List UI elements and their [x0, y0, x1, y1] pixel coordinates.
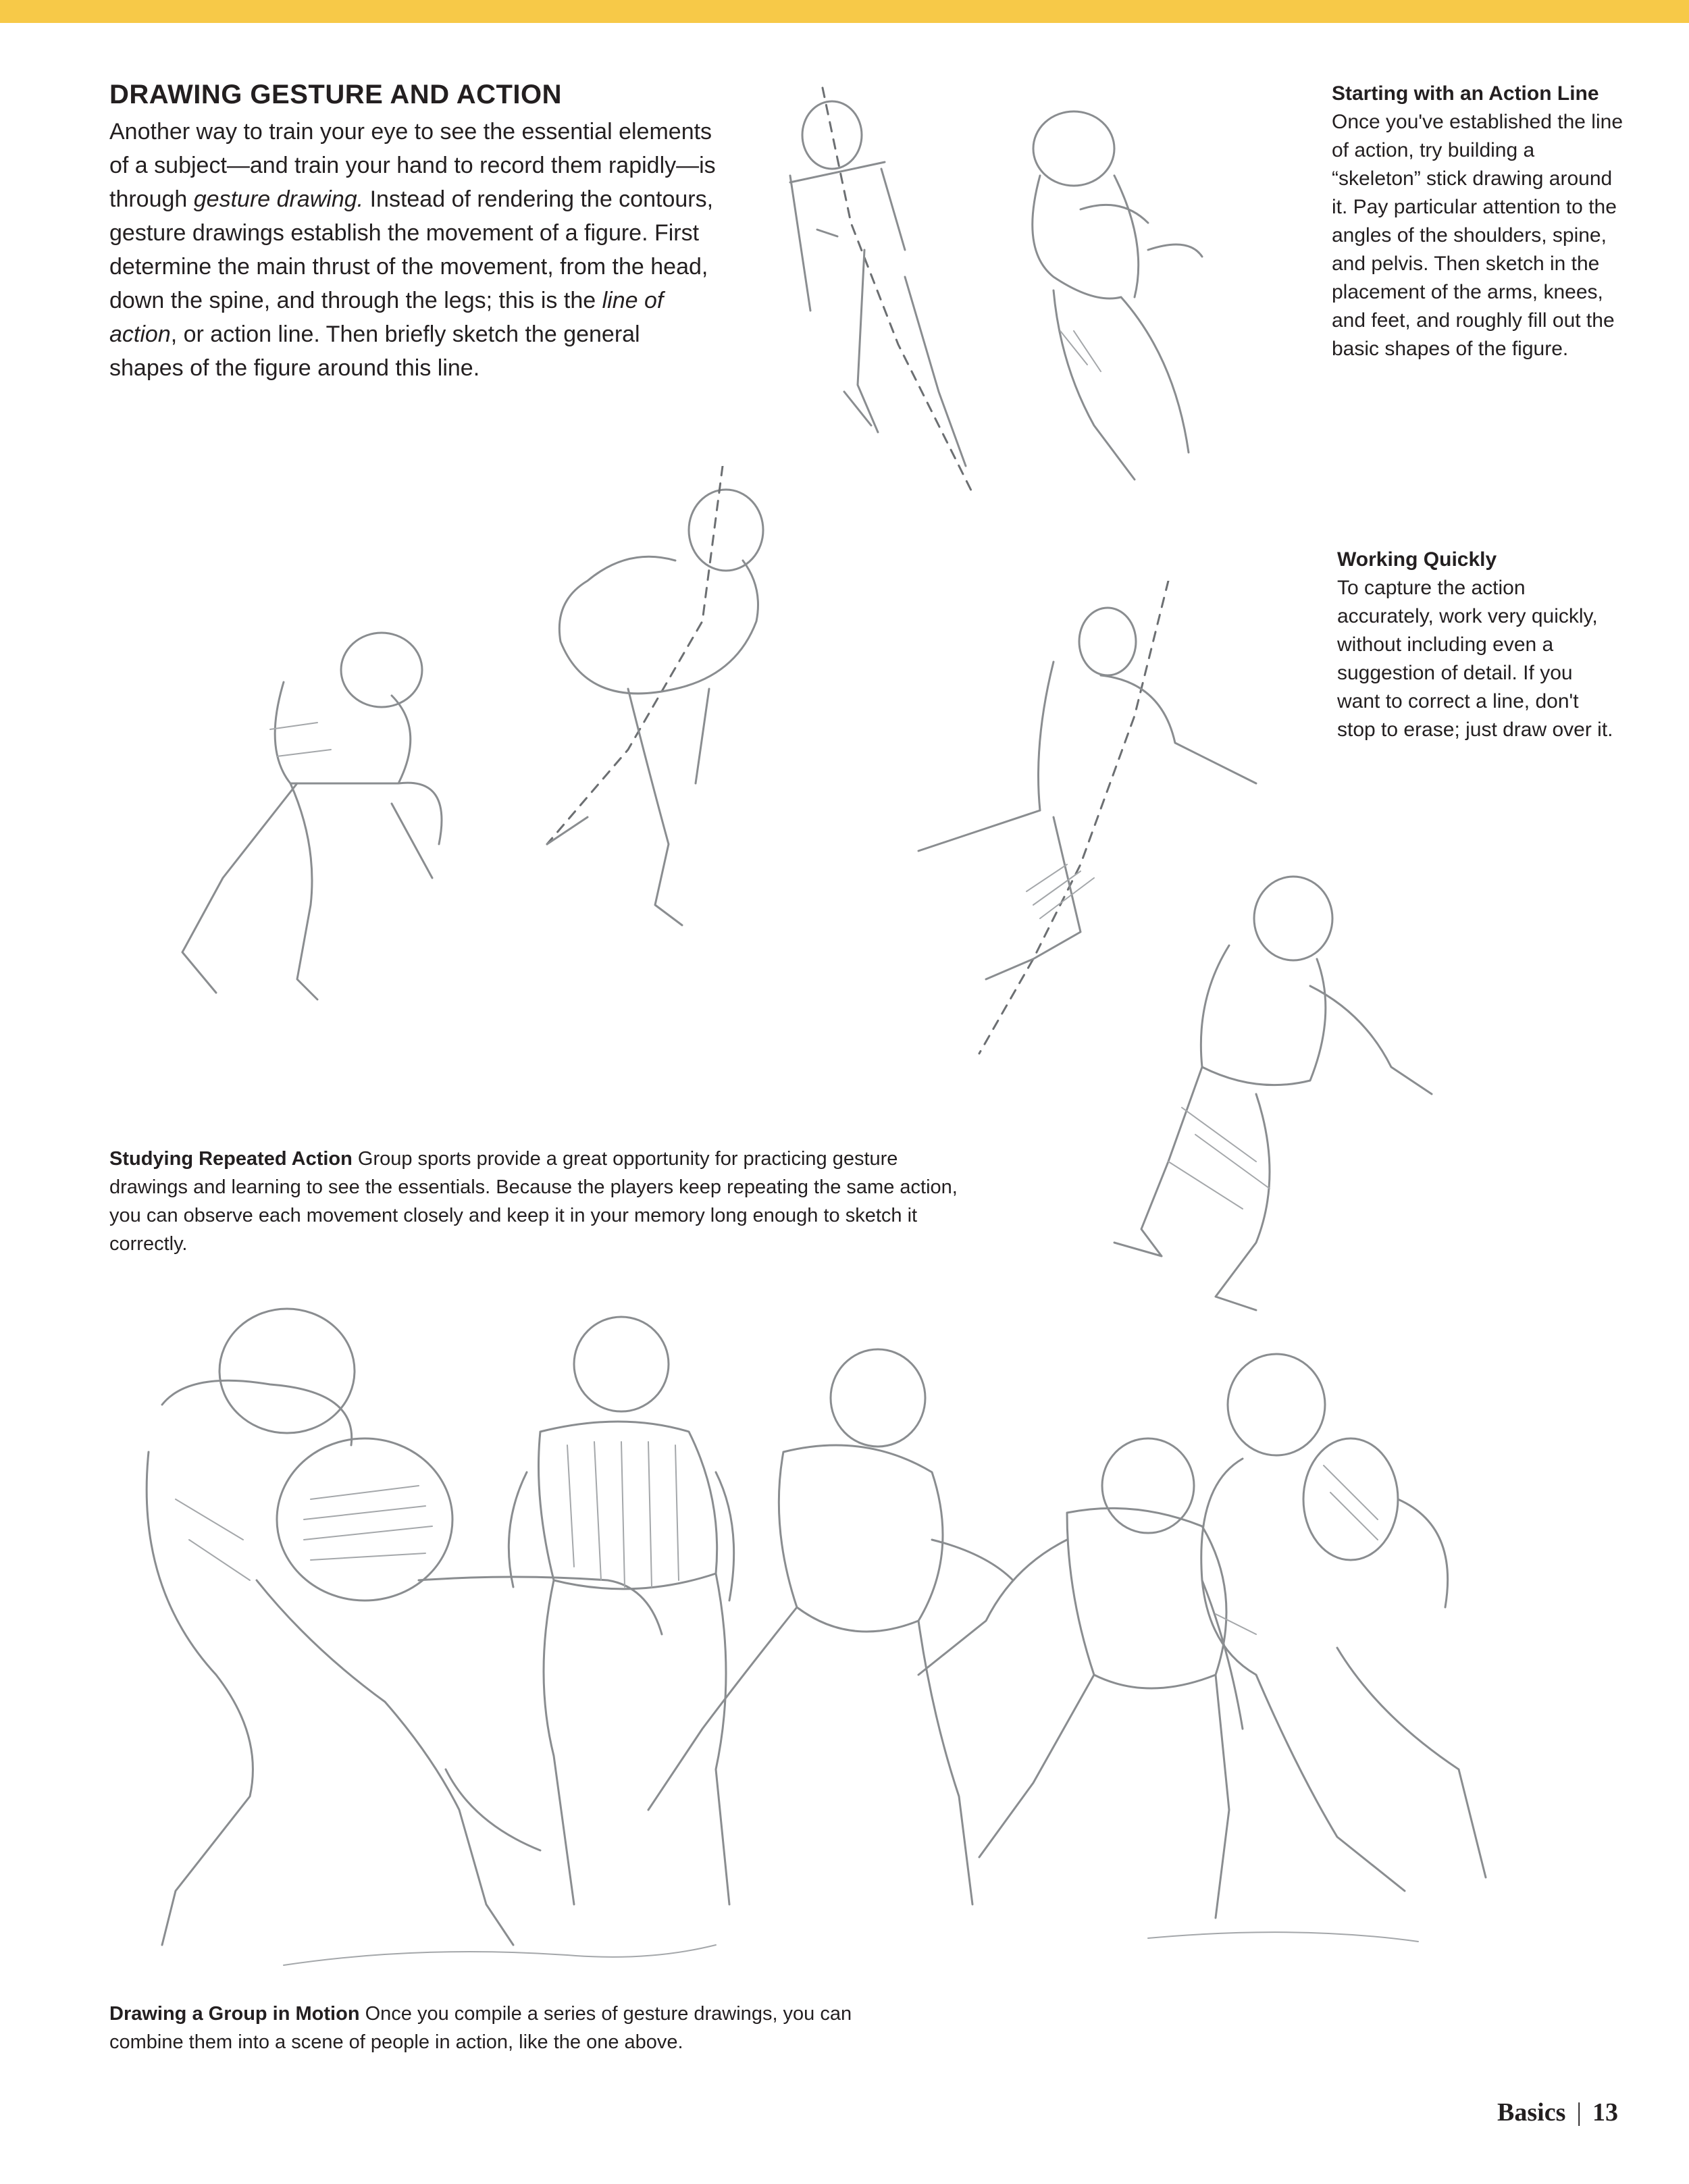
intro-text-1: Another way to train your eye to see the essential elements of a subject—and train your hand to record them rapidly—is through: [109, 119, 716, 212]
sidebar-action-line-title: Starting with an Action Line: [1332, 82, 1599, 105]
intro-text-3: , or action line. Then briefly sketch the general shapes of the figure around this line.: [109, 321, 640, 381]
gesture-sketch-top: [770, 74, 1324, 506]
sidebar-action-line-body: Once you've established the line of action, try building a “skeleton” stick drawing around it. Pay particular attention to the angles of the shoulders, spine, and pelvis. Then sketch in the placement of the arms, knees, and feet, and roughly fill out the basic shapes of the figure.: [1332, 111, 1623, 360]
page-footer: [1497, 2098, 1618, 2127]
caption-repeated-action-body: Group sports provide a great opportunity for practicing gesture drawings and learning to see the essentials. Because the players keep repeating the same action, you can observe each movement closely and keep it in your memory long enough to sketch it correctly.: [109, 1148, 958, 1255]
group-scene-sketch: [135, 1297, 1567, 1985]
page-title: DRAWING GESTURE AND ACTION: [109, 80, 563, 109]
footer-separator: |: [1576, 2098, 1582, 2127]
caption-repeated-action-title: Studying Repeated Action: [109, 1148, 353, 1170]
gesture-sketch-middle-right: [878, 581, 1486, 1378]
gesture-sketch-middle-left: [115, 466, 790, 1114]
sidebar-working-quickly-body: To capture the action accurately, work very quickly, without including even a suggestion of detail. If you want to correct a line, don't stop to erase; just draw over it.: [1337, 577, 1613, 741]
sidebar-action-line: [1332, 80, 1629, 363]
intro-emphasis-line-of-action: line of action: [109, 288, 664, 347]
intro-text-2: Instead of rendering the contours, gesture drawings establish the movement of a figure. First determine the main thrust of the movement, from the head, down the spine, and through the legs; this is the: [109, 186, 714, 313]
caption-group-in-motion: [109, 2000, 906, 2056]
top-color-band: [0, 0, 1689, 23]
caption-group-in-motion-title: Drawing a Group in Motion: [109, 2003, 360, 2025]
caption-group-in-motion-body: Once you compile a series of gesture drawings, you can combine them into a scene of people in action, like the one above.: [109, 2003, 852, 2053]
page-number: 13: [1592, 2098, 1618, 2127]
sidebar-working-quickly-title: Working Quickly: [1337, 548, 1497, 571]
intro-emphasis-gesture: gesture drawing.: [193, 186, 364, 212]
caption-repeated-action: [109, 1145, 960, 1258]
footer-section-name: Basics: [1497, 2098, 1566, 2127]
intro-paragraph: [109, 115, 717, 385]
